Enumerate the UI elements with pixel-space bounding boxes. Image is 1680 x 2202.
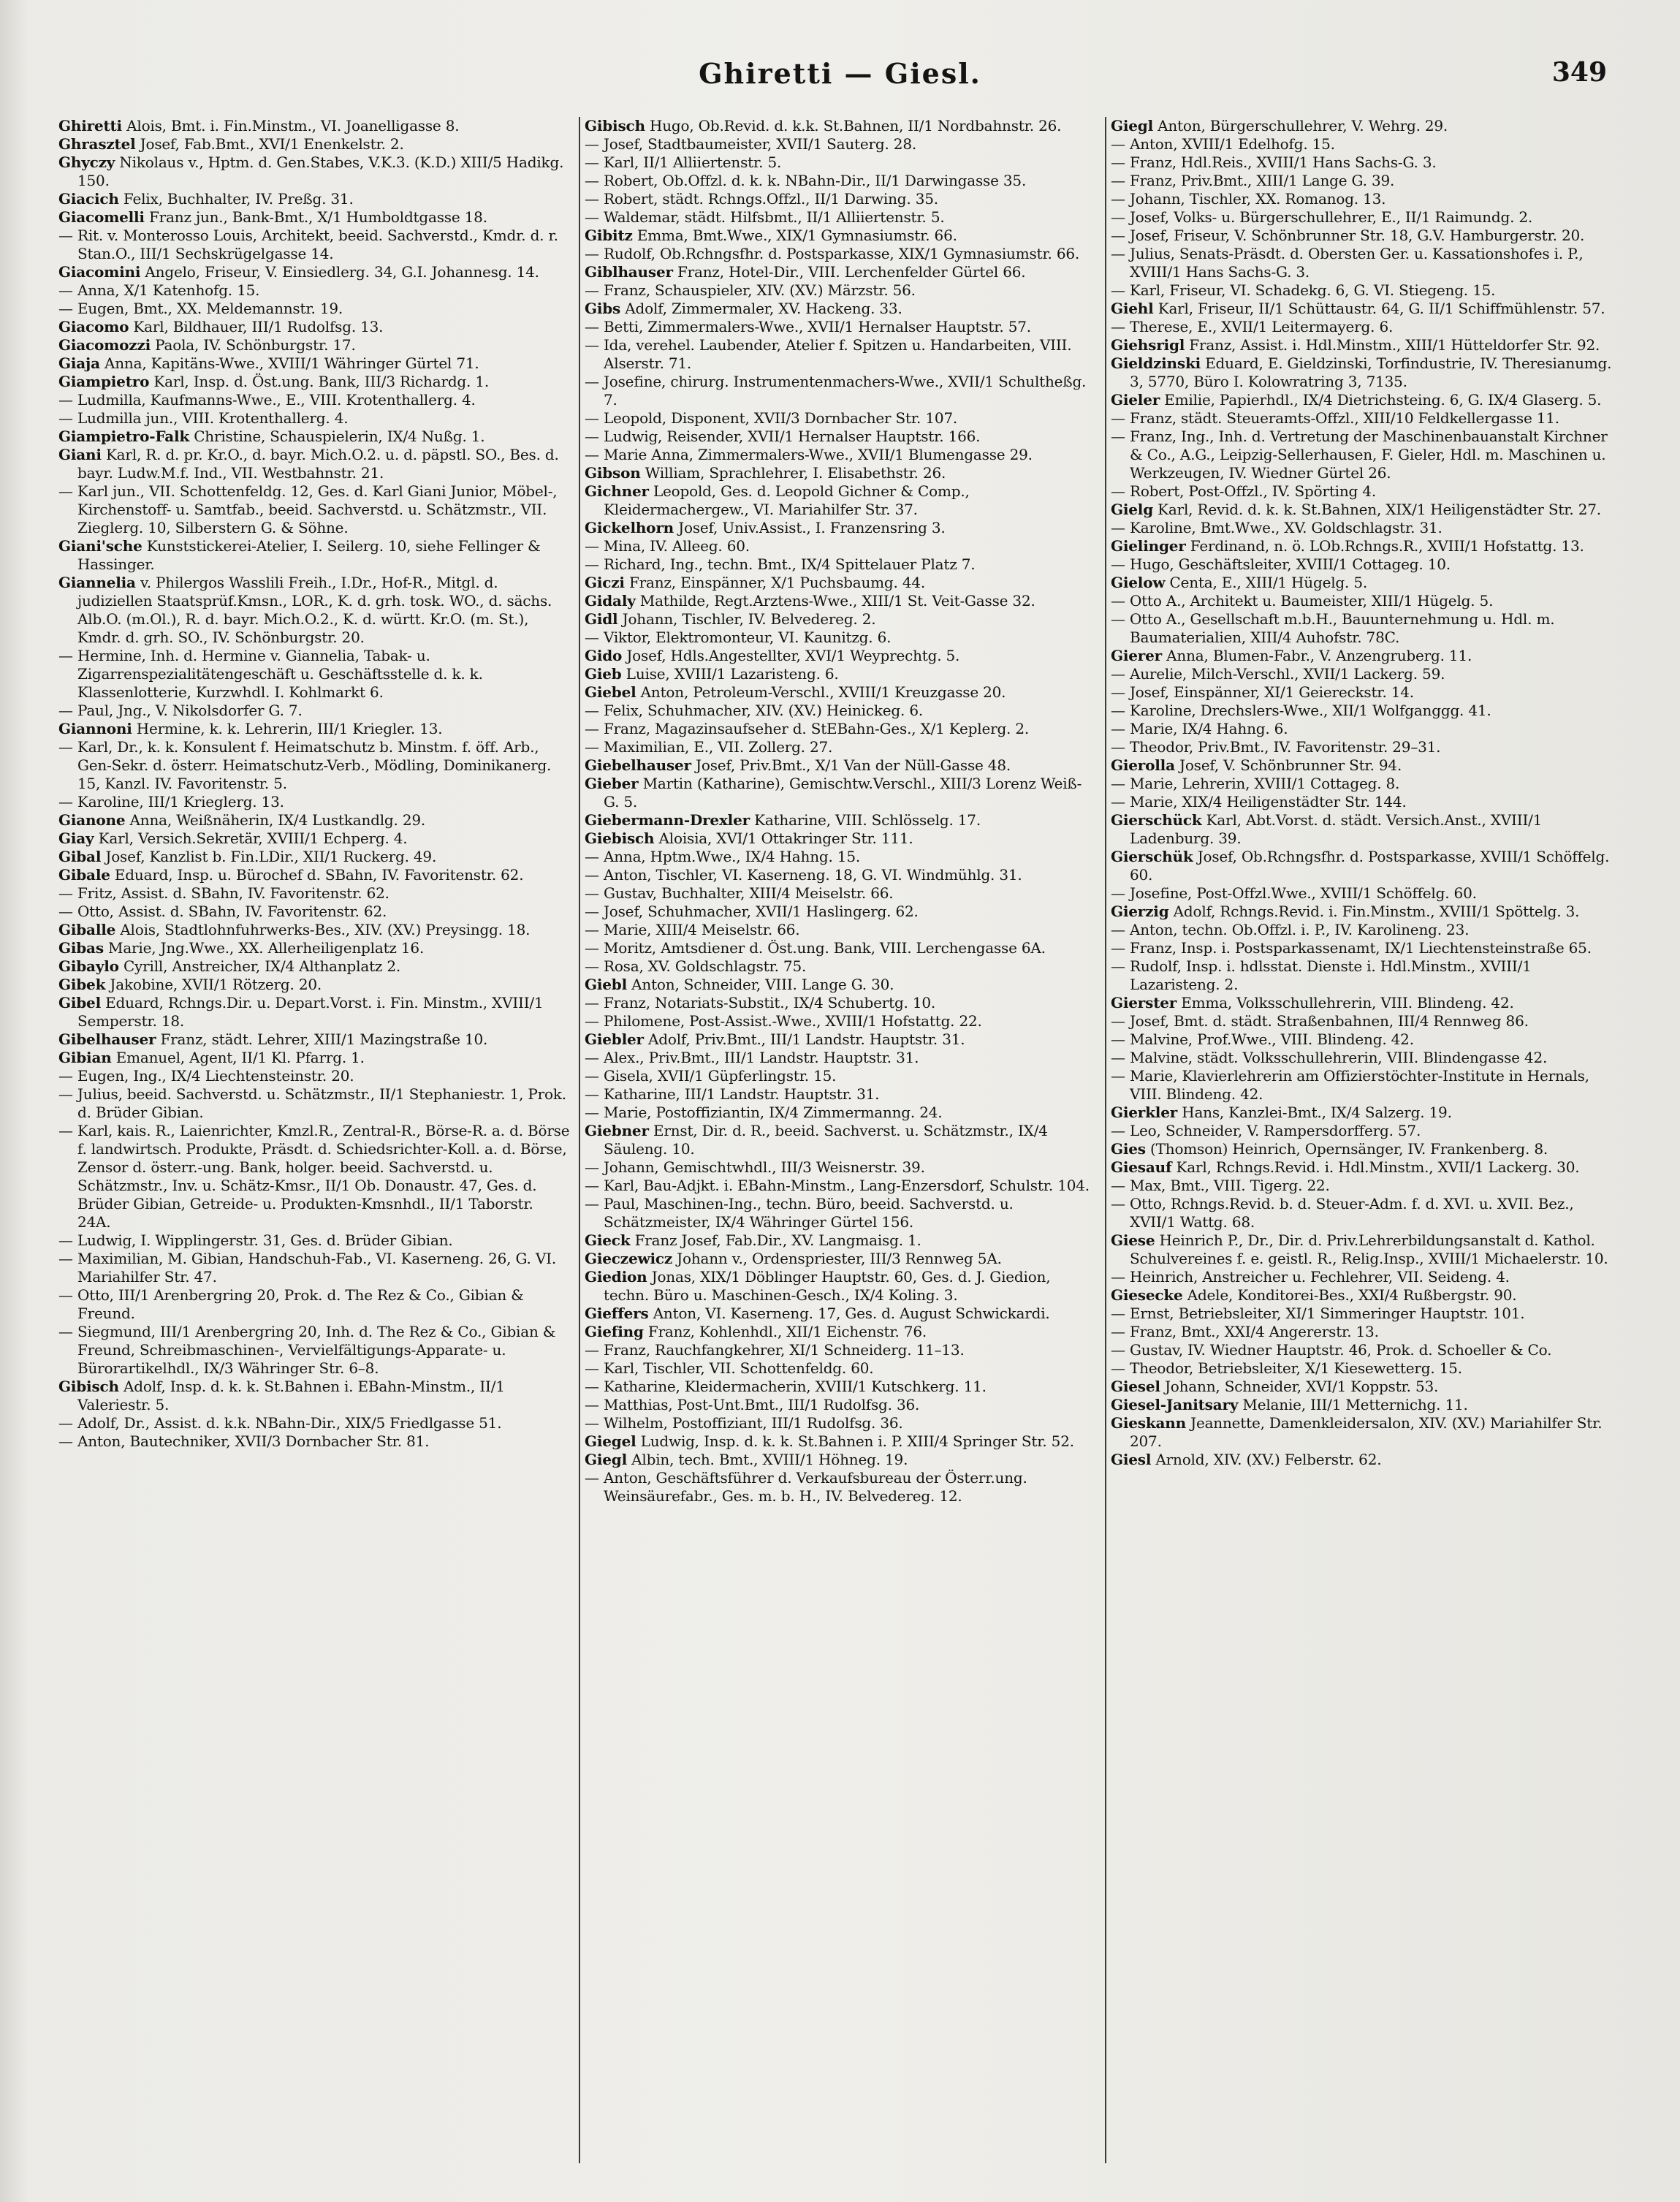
directory-entry: — Franz, Magazinsaufseher d. StEBahn-Ges., X/1 Keplerg. 2. bbox=[585, 720, 1030, 737]
entry-surname: Gierer bbox=[1111, 647, 1163, 664]
entry-surname: Gieskann bbox=[1111, 1414, 1186, 1432]
directory-entry: Gierschück Karl, Abt.Vorst. d. städt. Versich.Anst., XVIII/1 Ladenburg. 39. bbox=[1111, 811, 1543, 847]
directory-entry: — Marie, IX/4 Hahng. 6. bbox=[1111, 720, 1288, 737]
directory-entry: Gibas Marie, Jng.Wwe., XX. Allerheiligenplatz 16. bbox=[58, 939, 425, 957]
directory-entry: — Richard, Ing., techn. Bmt., IX/4 Spittelauer Platz 7. bbox=[585, 555, 976, 573]
entry-surname: Giay bbox=[58, 829, 94, 847]
directory-entry: Giebl Anton, Schneider, VIII. Lange G. 30. bbox=[585, 976, 894, 993]
page-header bbox=[44, 57, 1636, 101]
directory-entry: — Eugen, Bmt., XX. Meldemannstr. 19. bbox=[58, 300, 343, 317]
directory-entry: — Franz, Insp. i. Postsparkassenamt, IX/1 Liechtensteinstraße 65. bbox=[1111, 939, 1592, 957]
directory-entry: — Heinrich, Anstreicher u. Fechlehrer, VII. Seideng. 4. bbox=[1111, 1268, 1510, 1286]
entry-surname: Gieber bbox=[585, 775, 639, 792]
directory-entry: — Anton, Bautechniker, XVII/3 Dornbacher Str. 81. bbox=[58, 1432, 430, 1450]
column-3 bbox=[1111, 117, 1622, 2163]
directory-entry: Giesecke Adele, Konditorei-Bes., XXI/4 Rußbergstr. 90. bbox=[1111, 1286, 1517, 1304]
directory-entry: — Theodor, Priv.Bmt., IV. Favoritenstr. 29–31. bbox=[1111, 738, 1441, 756]
entry-surname: Gierschück bbox=[1111, 811, 1202, 829]
directory-entry: — Franz, Ing., Inh. d. Vertretung der Maschinenbauanstalt Kirchner & Co., A.G., Leipzig-Sellerhausen, F. Gieler, Hdl. m. Maschinen u. Werkzeugen, IV. Wiedner Gürtel 26. bbox=[1111, 428, 1608, 482]
directory-entry: Giani Karl, R. d. pr. Kr.O., d. bayr. Mich.O.2. u. d. päpstl. SO., Bes. d. bayr. Ludw.M.f. Ind., VII. Westbahnstr. 21. bbox=[58, 446, 559, 482]
directory-entry: Gibel Eduard, Rchngs.Dir. u. Depart.Vorst. i. Fin. Minstm., XVIII/1 Semperstr. 18. bbox=[58, 994, 544, 1030]
directory-entry: Giannelia v. Philergos Wasslili Freih., I.Dr., Hof-R., Mitgl. d. judiziellen Staatsprüf.Kmsn., LOR., K. d. grh. tosk. WO., d. sächs. Alb.O. (m.Ol.), R. d. bayr. Mich.O.2., K. d. württ. Kr.O. (m. St.), Kmdr. d. grh. SO., IV. Schönburgstr. 20. bbox=[58, 574, 552, 646]
directory-entry: Gieldzinski Eduard, E. Gieldzinski, Torfindustrie, IV. Theresianumg. 3, 5770, Büro I. Kolowratring 3, 7135. bbox=[1111, 354, 1612, 390]
directory-entry: — Marie, XIII/4 Meiselstr. 66. bbox=[585, 921, 800, 938]
directory-entry: Giacomelli Franz jun., Bank-Bmt., X/1 Humboldtgasse 18. bbox=[58, 208, 487, 226]
entry-surname: Giesauf bbox=[1111, 1158, 1172, 1176]
directory-entry: Gibale Eduard, Insp. u. Bürochef d. SBahn, IV. Favoritenstr. 62. bbox=[58, 866, 524, 884]
directory-entry: — Karoline, III/1 Krieglerg. 13. bbox=[58, 793, 284, 810]
directory-entry: — Ernst, Betriebsleiter, XI/1 Simmeringer Hauptstr. 101. bbox=[1111, 1305, 1525, 1322]
directory-entry: Gibs Adolf, Zimmermaler, XV. Hackeng. 33. bbox=[585, 300, 902, 317]
directory-entry: Gibisch Adolf, Insp. d. k. k. St.Bahnen i. EBahn-Minstm., II/1 Valeriestr. 5. bbox=[58, 1378, 505, 1413]
entry-surname: Gibisch bbox=[58, 1378, 119, 1395]
directory-entry: — Otto, III/1 Arenbergring 20, Prok. d. The Rez & Co., Gibian & Freund. bbox=[58, 1286, 524, 1322]
directory-entry: Gielinger Ferdinand, n. ö. LOb.Rchngs.R., XVIII/1 Hofstattg. 13. bbox=[1111, 537, 1584, 555]
directory-entry: Gierster Emma, Volksschullehrerin, VIII. Blindeng. 42. bbox=[1111, 994, 1514, 1011]
directory-entry: Giczi Franz, Einspänner, X/1 Puchsbaumg. 44. bbox=[585, 574, 926, 591]
directory-entry: — Karl, II/1 Alliiertenstr. 5. bbox=[585, 153, 782, 171]
directory-entry: Gieber Martin (Katharine), Gemischtw.Verschl., XIII/3 Lorenz Weiß-G. 5. bbox=[585, 775, 1082, 810]
entry-surname: Giebner bbox=[585, 1122, 649, 1139]
directory-entry: — Anna, Hptm.Wwe., IX/4 Hahng. 15. bbox=[585, 848, 860, 865]
directory-entry: Gierolla Josef, V. Schönbrunner Str. 94. bbox=[1111, 756, 1402, 774]
directory-entry: Gidl Johann, Tischler, IV. Belvedereg. 2. bbox=[585, 610, 876, 628]
entry-surname: Gieler bbox=[1111, 391, 1160, 409]
directory-entry: Giehl Karl, Friseur, II/1 Schüttaustr. 64, G. II/1 Schiffmühlenstr. 57. bbox=[1111, 300, 1605, 317]
directory-entry: Gieczewicz Johann v., Ordenspriester, III/3 Rennweg 5A. bbox=[585, 1250, 1002, 1267]
directory-entry: Giefing Franz, Kohlenhdl., XII/1 Eichenstr. 76. bbox=[585, 1323, 927, 1340]
entry-surname: Giedion bbox=[585, 1268, 647, 1286]
directory-entry: Giehsrigl Franz, Assist. i. Hdl.Minstm., XIII/1 Hütteldorfer Str. 92. bbox=[1111, 336, 1600, 354]
directory-entry: Giblhauser Franz, Hotel-Dir., VIII. Lerchenfelder Gürtel 66. bbox=[585, 263, 1026, 281]
directory-entry: Giampietro-Falk Christine, Schauspielerin, IX/4 Nußg. 1. bbox=[58, 428, 485, 445]
directory-entry: — Josef, Bmt. d. städt. Straßenbahnen, III/4 Rennweg 86. bbox=[1111, 1012, 1529, 1030]
entry-surname: Gibson bbox=[585, 464, 641, 482]
directory-entry: — Anton, techn. Ob.Offzl. i. P., IV. Karolineng. 23. bbox=[1111, 921, 1470, 938]
entry-surname: Giesl bbox=[1111, 1451, 1152, 1468]
directory-entry: Gieffers Anton, VI. Kaserneng. 17, Ges. d. August Schwickardi. bbox=[585, 1305, 1050, 1322]
entry-surname: Giaja bbox=[58, 354, 100, 372]
directory-entry: Gielg Karl, Revid. d. k. k. St.Bahnen, XIX/1 Heiligenstädter Str. 27. bbox=[1111, 501, 1601, 518]
directory-entry: — Malvine, Prof.Wwe., VIII. Blindeng. 42. bbox=[1111, 1030, 1414, 1048]
directory-entry: — Matthias, Post-Unt.Bmt., III/1 Rudolfsg. 36. bbox=[585, 1396, 920, 1413]
entry-surname: Gieldzinski bbox=[1111, 354, 1201, 372]
entry-surname: Giani'sche bbox=[58, 537, 142, 555]
directory-entry: Gickelhorn Josef, Univ.Assist., I. Franzensring 3. bbox=[585, 519, 946, 536]
directory-entry: — Gustav, IV. Wiedner Hauptstr. 46, Prok. d. Schoeller & Co. bbox=[1111, 1341, 1552, 1359]
entry-surname: Gieczewicz bbox=[585, 1250, 673, 1267]
directory-entry: — Katharine, III/1 Landstr. Hauptstr. 31. bbox=[585, 1085, 880, 1103]
entry-surname: Giegel bbox=[585, 1432, 636, 1450]
entry-surname: Gibel bbox=[58, 994, 101, 1011]
column-2 bbox=[585, 117, 1096, 2163]
directory-entry: — Karl, Bau-Adjkt. i. EBahn-Minstm., Lang-Enzersdorf, Schulstr. 104. bbox=[585, 1177, 1090, 1194]
entry-surname: Gielinger bbox=[1111, 537, 1186, 555]
entry-surname: Ghrasztel bbox=[58, 135, 136, 153]
directory-entry: — Ida, verehel. Laubender, Atelier f. Spitzen u. Handarbeiten, VIII. Alserstr. 71. bbox=[585, 336, 1072, 372]
entry-surname: Giebisch bbox=[585, 829, 655, 847]
directory-entry: — Otto, Assist. d. SBahn, IV. Favoritenstr. 62. bbox=[58, 903, 387, 920]
directory-entry: — Gustav, Buchhalter, XIII/4 Meiselstr. 66. bbox=[585, 884, 894, 902]
directory-entry: Gibelhauser Franz, städt. Lehrer, XIII/1 Mazingstraße 10. bbox=[58, 1030, 488, 1048]
directory-entry: Giesel-Janitsary Melanie, III/1 Metternichg. 11. bbox=[1111, 1396, 1468, 1413]
directory-entry: — Anton, Geschäftsführer d. Verkaufsbureau der Österr.ung. Weinsäurefabr., Ges. m. b. H., IV. Belvedereg. 12. bbox=[585, 1469, 1027, 1505]
directory-entry: Ghyczy Nikolaus v., Hptm. d. Gen.Stabes, V.K.3. (K.D.) XIII/5 Hadikg. 150. bbox=[58, 153, 564, 189]
directory-entry: — Aurelie, Milch-Verschl., XVII/1 Lackerg. 59. bbox=[1111, 665, 1445, 683]
directory-entry: — Katharine, Kleidermacherin, XVIII/1 Kutschkerg. 11. bbox=[585, 1378, 987, 1395]
column-divider bbox=[579, 117, 580, 2163]
directory-entry: Gibal Josef, Kanzlist b. Fin.LDir., XII/1 Ruckerg. 49. bbox=[58, 848, 437, 865]
directory-entry: Gibaylo Cyrill, Anstreicher, IX/4 Althanplatz 2. bbox=[58, 957, 401, 975]
entry-surname: Ghiretti bbox=[58, 117, 122, 134]
directory-entry: Giedion Jonas, XIX/1 Döblinger Hauptstr. 60, Ges. d. J. Giedion, techn. Büro u. Maschinen-Gesch., IX/4 Koling. 3. bbox=[585, 1268, 1051, 1304]
directory-entry: — Marie Anna, Zimmermalers-Wwe., XVII/1 Blumengasse 29. bbox=[585, 446, 1033, 463]
directory-entry: — Therese, E., XVII/1 Leitermayerg. 6. bbox=[1111, 318, 1394, 335]
directory-entry: — Moritz, Amtsdiener d. Öst.ung. Bank, VIII. Lerchengasse 6A. bbox=[585, 939, 1046, 957]
directory-entry: — Franz, Hdl.Reis., XVIII/1 Hans Sachs-G. 3. bbox=[1111, 153, 1437, 171]
entry-surname: Gichner bbox=[585, 482, 649, 500]
directory-entry: Gies (Thomson) Heinrich, Opernsänger, IV. Frankenberg. 8. bbox=[1111, 1140, 1548, 1158]
directory-entry: Gieb Luise, XVIII/1 Lazaristeng. 6. bbox=[585, 665, 839, 683]
directory-entry: — Franz, städt. Steueramts-Offzl., XIII/10 Feldkellergasse 11. bbox=[1111, 409, 1559, 427]
directory-entry: — Marie, Klavierlehrerin am Offizierstöchter-Institute in Hernals, VIII. Blindeng. 42. bbox=[1111, 1067, 1589, 1103]
column-1 bbox=[58, 117, 570, 2163]
directory-entry: — Anna, X/1 Katenhofg. 15. bbox=[58, 281, 260, 299]
directory-entry: Giesel Johann, Schneider, XVI/1 Koppstr. 53. bbox=[1111, 1378, 1439, 1395]
directory-entry: — Karl, Tischler, VII. Schottenfeldg. 60. bbox=[585, 1359, 874, 1377]
entry-surname: Giegl bbox=[1111, 117, 1153, 134]
directory-entry: Gierschük Josef, Ob.Rchngsfhr. d. Postsparkasse, XVIII/1 Schöffelg. 60. bbox=[1111, 848, 1610, 884]
directory-entry: Gibisch Hugo, Ob.Revid. d. k.k. St.Bahnen, II/1 Nordbahnstr. 26. bbox=[585, 117, 1062, 134]
entry-surname: Giacich bbox=[58, 190, 119, 208]
directory-entry: — Robert, Ob.Offzl. d. k. k. NBahn-Dir., II/1 Darwingasse 35. bbox=[585, 172, 1027, 189]
directory-entry: Gibitz Emma, Bmt.Wwe., XIX/1 Gymnasiumstr. 66. bbox=[585, 227, 957, 244]
directory-entry: Giebner Ernst, Dir. d. R., beeid. Sachverst. u. Schätzmstr., IX/4 Säuleng. 10. bbox=[585, 1122, 1048, 1158]
directory-entry: Ghrasztel Josef, Fab.Bmt., XVI/1 Enenkelstr. 2. bbox=[58, 135, 404, 153]
directory-entry: Gieskann Jeannette, Damenkleidersalon, XIV. (XV.) Mariahilfer Str. 207. bbox=[1111, 1414, 1603, 1450]
directory-entry: — Marie, XIX/4 Heiligenstädter Str. 144. bbox=[1111, 793, 1407, 810]
entry-surname: Giannoni bbox=[58, 720, 132, 737]
directory-entry: Giani'sche Kunststickerei-Atelier, I. Seilerg. 10, siehe Fellinger & Hassinger. bbox=[58, 537, 541, 573]
directory-entry: — Franz, Priv.Bmt., XIII/1 Lange G. 39. bbox=[1111, 172, 1395, 189]
directory-entry: — Johann, Tischler, XX. Romanog. 13. bbox=[1111, 190, 1386, 208]
directory-entry: Gieler Emilie, Papierhdl., IX/4 Dietrichsteing. 6, G. IX/4 Glaserg. 5. bbox=[1111, 391, 1602, 409]
entry-surname: Giacomo bbox=[58, 318, 129, 335]
entry-surname: Giesecke bbox=[1111, 1286, 1183, 1304]
entry-surname: Giannelia bbox=[58, 574, 136, 591]
directory-entry: — Johann, Gemischtwhdl., III/3 Weisnerstr. 39. bbox=[585, 1158, 925, 1176]
directory-entry: — Anton, Tischler, VI. Kaserneng. 18, G. VI. Windmühlg. 31. bbox=[585, 866, 1022, 884]
entry-surname: Giacomelli bbox=[58, 208, 145, 226]
directory-entry: — Rit. v. Monterosso Louis, Architekt, beeid. Sachverstd., Kmdr. d. r. Stan.O., III/1 Sechskrügelgasse 14. bbox=[58, 227, 558, 262]
directory-entry: — Rudolf, Ob.Rchngsfhr. d. Postsparkasse, XIX/1 Gymnasiumstr. 66. bbox=[585, 245, 1080, 262]
directory-entry: — Betti, Zimmermalers-Wwe., XVII/1 Hernalser Hauptstr. 57. bbox=[585, 318, 1031, 335]
entry-surname: Giampietro-Falk bbox=[58, 428, 190, 445]
directory-entry: Giegl Albin, tech. Bmt., XVIII/1 Höhneg. 19. bbox=[585, 1451, 908, 1468]
entry-surname: Giebelhauser bbox=[585, 756, 691, 774]
entry-surname: Giegl bbox=[585, 1451, 627, 1468]
page-number: 349 bbox=[1551, 57, 1607, 88]
directory-entry: — Otto A., Architekt u. Baumeister, XIII/1 Hügelg. 5. bbox=[1111, 592, 1494, 610]
directory-entry: Gidaly Mathilde, Regt.Arztens-Wwe., XIII/1 St. Veit-Gasse 32. bbox=[585, 592, 1035, 610]
directory-entry: — Philomene, Post-Assist.-Wwe., XVIII/1 Hofstattg. 22. bbox=[585, 1012, 982, 1030]
directory-entry: — Otto A., Gesellschaft m.b.H., Bauunternehmung u. Hdl. m. Baumaterialien, XIII/4 Auhofstr. 78C. bbox=[1111, 610, 1555, 646]
directory-entry: — Gisela, XVII/1 Güpferlingstr. 15. bbox=[585, 1067, 837, 1085]
directory-entry: Giesauf Karl, Rchngs.Revid. i. Hdl.Minstm., XVII/1 Lackerg. 30. bbox=[1111, 1158, 1580, 1176]
directory-entry: Giese Heinrich P., Dr., Dir. d. Priv.Lehrerbildungsanstalt d. Kathol. Schulvereines f. e. geistl. R., Relig.Insp., XVIII/1 Michaelerstr. 10. bbox=[1111, 1231, 1608, 1267]
directory-entry: — Viktor, Elektromonteur, VI. Kaunitzg. 6. bbox=[585, 629, 892, 646]
directory-columns bbox=[58, 117, 1630, 2163]
directory-entry: — Karl, Dr., k. k. Konsulent f. Heimatschutz b. Minstm. f. öff. Arb., Gen-Sekr. d. österr. Heimatschutz-Verb., Mödling, Dominikanerg. 15, Kanzl. IV. Favoritenstr. 5. bbox=[58, 738, 552, 792]
directory-entry: Giacomini Angelo, Friseur, V. Einsiedlerg. 34, G.I. Johannesg. 14. bbox=[58, 263, 539, 281]
directory-entry: — Franz, Schauspieler, XIV. (XV.) Märzstr. 56. bbox=[585, 281, 916, 299]
directory-entry: — Karoline, Drechslers-Wwe., XII/1 Wolfganggg. 41. bbox=[1111, 702, 1491, 719]
directory-entry: — Leopold, Disponent, XVII/3 Dornbacher Str. 107. bbox=[585, 409, 958, 427]
directory-entry: — Franz, Notariats-Substit., IX/4 Schubertg. 10. bbox=[585, 994, 936, 1011]
directory-entry: — Felix, Schuhmacher, XIV. (XV.) Heinickeg. 6. bbox=[585, 702, 924, 719]
directory-entry: — Adolf, Dr., Assist. d. k.k. NBahn-Dir., XIX/5 Friedlgasse 51. bbox=[58, 1414, 502, 1432]
entry-surname: Gibelhauser bbox=[58, 1030, 156, 1048]
entry-surname: Gianone bbox=[58, 811, 126, 829]
directory-entry: — Max, Bmt., VIII. Tigerg. 22. bbox=[1111, 1177, 1330, 1194]
directory-entry: — Karl, kais. R., Laienrichter, Kmzl.R., Zentral-R., Börse-R. a. d. Börse f. landwirtsch. Produkte, Präsdt. d. Schiedsrichter-Koll. a. d. Börse, Zensor d. österr.-ung. Bank, holger. beeid. Sachverstd. u. Schätzmstr., Inv. u. Schätz-Kmsr., II/1 Ob. Donaustr. 47, Ges. d. Brüder Gibian, Getreide- u. Produkten-Kmsnhdl., II/1 Taborstr. 24A. bbox=[58, 1122, 570, 1231]
entry-surname: Giblhauser bbox=[585, 263, 673, 281]
directory-entry: — Paul, Maschinen-Ing., techn. Büro, beeid. Sachverstd. u. Schätzmeister, IX/4 Währinger Gürtel 156. bbox=[585, 1195, 1014, 1231]
directory-entry: Giebler Adolf, Priv.Bmt., III/1 Landstr. Hauptstr. 31. bbox=[585, 1030, 965, 1048]
directory-entry: — Maximilian, E., VII. Zollerg. 27. bbox=[585, 738, 833, 756]
directory-entry: Gieck Franz Josef, Fab.Dir., XV. Langmaisg. 1. bbox=[585, 1231, 921, 1249]
directory-entry: Gibian Emanuel, Agent, II/1 Kl. Pfarrg. 1. bbox=[58, 1049, 365, 1066]
directory-entry: Giballe Alois, Stadtlohnfuhrwerks-Bes., XIV. (XV.) Preysingg. 18. bbox=[58, 921, 531, 938]
directory-entry: — Wilhelm, Postoffiziant, III/1 Rudolfsg. 36. bbox=[585, 1414, 903, 1432]
entry-surname: Gielow bbox=[1111, 574, 1166, 591]
directory-entry: Giebel Anton, Petroleum-Verschl., XVIII/1 Kreuzgasse 20. bbox=[585, 683, 1006, 701]
entry-surname: Giesel-Janitsary bbox=[1111, 1396, 1239, 1413]
directory-entry: — Karl, Friseur, VI. Schadekg. 6, G. VI. Stiegeng. 15. bbox=[1111, 281, 1496, 299]
entry-surname: Giampietro bbox=[58, 373, 150, 390]
entry-surname: Giballe bbox=[58, 921, 116, 938]
entry-surname: Gibale bbox=[58, 866, 110, 884]
entry-surname: Giebler bbox=[585, 1030, 644, 1048]
directory-entry: Giebelhauser Josef, Priv.Bmt., X/1 Van der Nüll-Gasse 48. bbox=[585, 756, 1011, 774]
directory-entry: Giacomo Karl, Bildhauer, III/1 Rudolfsg. 13. bbox=[58, 318, 384, 335]
entry-surname: Giacomozzi bbox=[58, 336, 151, 354]
entry-surname: Giczi bbox=[585, 574, 625, 591]
directory-entry: — Josef, Friseur, V. Schönbrunner Str. 18, G.V. Hamburgerstr. 20. bbox=[1111, 227, 1585, 244]
directory-entry: — Ludwig, Reisender, XVII/1 Hernalser Hauptstr. 166. bbox=[585, 428, 981, 445]
directory-entry: — Franz, Rauchfangkehrer, XI/1 Schneiderg. 11–13. bbox=[585, 1341, 965, 1359]
directory-entry: Giacomozzi Paola, IV. Schönburgstr. 17. bbox=[58, 336, 356, 354]
directory-entry: Giegl Anton, Bürgerschullehrer, V. Wehrg. 29. bbox=[1111, 117, 1448, 134]
directory-entry: — Marie, Lehrerin, XVIII/1 Cottageg. 8. bbox=[1111, 775, 1400, 792]
entry-surname: Giehsrigl bbox=[1111, 336, 1185, 354]
directory-entry: Giaja Anna, Kapitäns-Wwe., XVIII/1 Währinger Gürtel 71. bbox=[58, 354, 479, 372]
directory-entry: Gichner Leopold, Ges. d. Leopold Gichner & Comp., Kleidermachergew., VI. Mariahilfer Str. 37. bbox=[585, 482, 970, 518]
entry-surname: Gibitz bbox=[585, 227, 633, 244]
directory-entry: Giesl Arnold, XIV. (XV.) Felberstr. 62. bbox=[1111, 1451, 1382, 1468]
directory-entry: — Rudolf, Insp. i. hdlsstat. Dienste i. Hdl.Minstm., XVIII/1 Lazaristeng. 2. bbox=[1111, 957, 1532, 993]
directory-entry: — Josefine, chirurg. Instrumentenmachers-Wwe., XVII/1 Schultheßg. 7. bbox=[585, 373, 1087, 409]
directory-entry: Ghiretti Alois, Bmt. i. Fin.Minstm., VI. Joanelligasse 8. bbox=[58, 117, 460, 134]
entry-surname: Gidl bbox=[585, 610, 618, 628]
entry-surname: Gibas bbox=[58, 939, 104, 957]
directory-entry: — Robert, städt. Rchngs.Offzl., II/1 Darwing. 35. bbox=[585, 190, 938, 208]
directory-entry: Giay Karl, Versich.Sekretär, XVIII/1 Echperg. 4. bbox=[58, 829, 408, 847]
entry-surname: Gierolla bbox=[1111, 756, 1175, 774]
directory-entry: — Josef, Schuhmacher, XVII/1 Haslingerg. 62. bbox=[585, 903, 919, 920]
directory-entry: Gibson William, Sprachlehrer, I. Elisabethstr. 26. bbox=[585, 464, 946, 482]
directory-entry: — Josefine, Post-Offzl.Wwe., XVIII/1 Schöffelg. 60. bbox=[1111, 884, 1477, 902]
directory-entry: — Rosa, XV. Goldschlagstr. 75. bbox=[585, 957, 807, 975]
entry-surname: Gibs bbox=[585, 300, 621, 317]
directory-entry: — Karl jun., VII. Schottenfeldg. 12, Ges. d. Karl Giani Junior, Möbel-, Kirchenstoff- u. Samtfab., beeid. Sachverstd. u. Schätzmstr., VII. Zieglerg. 10, Silberstern G. & Söhne. bbox=[58, 482, 558, 536]
entry-surname: Giefing bbox=[585, 1323, 644, 1340]
directory-entry: Gielow Centa, E., XIII/1 Hügelg. 5. bbox=[1111, 574, 1368, 591]
entry-surname: Gidaly bbox=[585, 592, 636, 610]
entry-surname: Gierschük bbox=[1111, 848, 1193, 865]
directory-entry: — Robert, Post-Offzl., IV. Spörting 4. bbox=[1111, 482, 1376, 500]
directory-entry: Gierzig Adolf, Rchngs.Revid. i. Fin.Minstm., XVIII/1 Spöttelg. 3. bbox=[1111, 903, 1580, 920]
entry-surname: Gieffers bbox=[585, 1305, 649, 1322]
entry-surname: Giebel bbox=[585, 683, 636, 701]
directory-entry: Giampietro Karl, Insp. d. Öst.ung. Bank, III/3 Richardg. 1. bbox=[58, 373, 490, 390]
directory-entry: — Hugo, Geschäftsleiter, XVIII/1 Cottageg. 10. bbox=[1111, 555, 1451, 573]
entry-surname: Gibian bbox=[58, 1049, 112, 1066]
directory-entry: — Fritz, Assist. d. SBahn, IV. Favoritenstr. 62. bbox=[58, 884, 389, 902]
directory-entry: Giebisch Aloisia, XVI/1 Ottakringer Str. 111. bbox=[585, 829, 913, 847]
directory-entry: — Franz, Bmt., XXI/4 Angererstr. 13. bbox=[1111, 1323, 1379, 1340]
entry-surname: Giebl bbox=[585, 976, 627, 993]
entry-surname: Giese bbox=[1111, 1231, 1155, 1249]
entry-surname: Gierzig bbox=[1111, 903, 1169, 920]
directory-entry: — Malvine, städt. Volksschullehrerin, VIII. Blindengasse 42. bbox=[1111, 1049, 1548, 1066]
entry-surname: Gieck bbox=[585, 1231, 631, 1249]
directory-entry: — Leo, Schneider, V. Rampersdorfferg. 57. bbox=[1111, 1122, 1421, 1139]
directory-entry: — Mina, IV. Alleeg. 60. bbox=[585, 537, 750, 555]
entry-surname: Gielg bbox=[1111, 501, 1153, 518]
directory-entry: — Josef, Stadtbaumeister, XVII/1 Sauterg. 28. bbox=[585, 135, 917, 153]
directory-entry: — Julius, Senats-Präsdt. d. Obersten Ger. u. Kassationshofes i. P., XVIII/1 Hans Sachs-G. 3. bbox=[1111, 245, 1584, 281]
directory-entry: Giannoni Hermine, k. k. Lehrerin, III/1 Kriegler. 13. bbox=[58, 720, 443, 737]
entry-surname: Giesel bbox=[1111, 1378, 1160, 1395]
directory-entry: — Hermine, Inh. d. Hermine v. Giannelia, Tabak- u. Zigarrenspezialitätengeschäft u. Geschäftsstelle d. k. k. Klassenlotterie, Kurzwhdl. I. Kohlmarkt 6. bbox=[58, 647, 483, 701]
directory-entry: — Julius, beeid. Sachverstd. u. Schätzmstr., II/1 Stephaniestr. 1, Prok. d. Brüder Gibian. bbox=[58, 1085, 566, 1121]
directory-entry: — Eugen, Ing., IX/4 Liechtensteinstr. 20. bbox=[58, 1067, 354, 1085]
directory-entry: — Theodor, Betriebsleiter, X/1 Kiesewetterg. 15. bbox=[1111, 1359, 1462, 1377]
directory-entry: — Ludwig, I. Wipplingerstr. 31, Ges. d. Brüder Gibian. bbox=[58, 1231, 453, 1249]
entry-surname: Giebermann-Drexler bbox=[585, 811, 750, 829]
directory-entry: — Marie, Postoffiziantin, IX/4 Zimmermanng. 24. bbox=[585, 1104, 943, 1121]
directory-entry: — Josef, Einspänner, XI/1 Geiereckstr. 14. bbox=[1111, 683, 1414, 701]
directory-entry: — Maximilian, M. Gibian, Handschuh-Fab., VI. Kaserneng. 26, G. VI. Mariahilfer Str. 47. bbox=[58, 1250, 556, 1286]
entry-surname: Giehl bbox=[1111, 300, 1154, 317]
entry-surname: Gibisch bbox=[585, 117, 645, 134]
directory-entry: Giebermann-Drexler Katharine, VIII. Schlösselg. 17. bbox=[585, 811, 981, 829]
directory-entry: — Alex., Priv.Bmt., III/1 Landstr. Hauptstr. 31. bbox=[585, 1049, 919, 1066]
entry-surname: Gibek bbox=[58, 976, 106, 993]
directory-entry: Giacich Felix, Buchhalter, IV. Preßg. 31. bbox=[58, 190, 354, 208]
directory-entry: Gido Josef, Hdls.Angestellter, XVI/1 Weyprechtg. 5. bbox=[585, 647, 960, 664]
directory-entry: — Anton, XVIII/1 Edelhofg. 15. bbox=[1111, 135, 1335, 153]
entry-surname: Gies bbox=[1111, 1140, 1146, 1158]
directory-entry: Giegel Ludwig, Insp. d. k. k. St.Bahnen i. P. XIII/4 Springer Str. 52. bbox=[585, 1432, 1074, 1450]
directory-entry: — Josef, Volks- u. Bürgerschullehrer, E., II/1 Raimundg. 2. bbox=[1111, 208, 1533, 226]
entry-surname: Gibaylo bbox=[58, 957, 119, 975]
directory-entry: Gianone Anna, Weißnäherin, IX/4 Lustkandlg. 29. bbox=[58, 811, 426, 829]
entry-surname: Gibal bbox=[58, 848, 102, 865]
entry-surname: Gierkler bbox=[1111, 1104, 1178, 1121]
entry-surname: Gierster bbox=[1111, 994, 1177, 1011]
directory-entry: Gibek Jakobine, XVII/1 Rötzerg. 20. bbox=[58, 976, 322, 993]
entry-surname: Gido bbox=[585, 647, 623, 664]
column-divider bbox=[1105, 117, 1106, 2163]
running-head: Ghiretti — Giesl. bbox=[699, 57, 981, 90]
directory-entry: — Siegmund, III/1 Arenbergring 20, Inh. d. The Rez & Co., Gibian & Freund, Schreibmaschinen-, Vervielfältigungs-Apparate- u. Bürorartikelhdl., IX/3 Währinger Str. 6–8. bbox=[58, 1323, 556, 1377]
directory-entry: Gierkler Hans, Kanzlei-Bmt., IX/4 Salzerg. 19. bbox=[1111, 1104, 1452, 1121]
directory-entry: — Waldemar, städt. Hilfsbmt., II/1 Alliiertenstr. 5. bbox=[585, 208, 945, 226]
entry-surname: Ghyczy bbox=[58, 153, 115, 171]
entry-surname: Gickelhorn bbox=[585, 519, 674, 536]
directory-entry: Gierer Anna, Blumen-Fabr., V. Anzengruberg. 11. bbox=[1111, 647, 1472, 664]
entry-surname: Gieb bbox=[585, 665, 622, 683]
directory-entry: — Paul, Jng., V. Nikolsdorfer G. 7. bbox=[58, 702, 303, 719]
directory-entry: — Ludmilla, Kaufmanns-Wwe., E., VIII. Krotenthallerg. 4. bbox=[58, 391, 476, 409]
entry-surname: Giani bbox=[58, 446, 102, 463]
directory-entry: — Karoline, Bmt.Wwe., XV. Goldschlagstr. 31. bbox=[1111, 519, 1443, 536]
directory-entry: — Ludmilla jun., VIII. Krotenthallerg. 4. bbox=[58, 409, 349, 427]
directory-entry: — Otto, Rchngs.Revid. b. d. Steuer-Adm. f. d. XVI. u. XVII. Bez., XVII/1 Wattg. 68. bbox=[1111, 1195, 1574, 1231]
entry-surname: Giacomini bbox=[58, 263, 141, 281]
